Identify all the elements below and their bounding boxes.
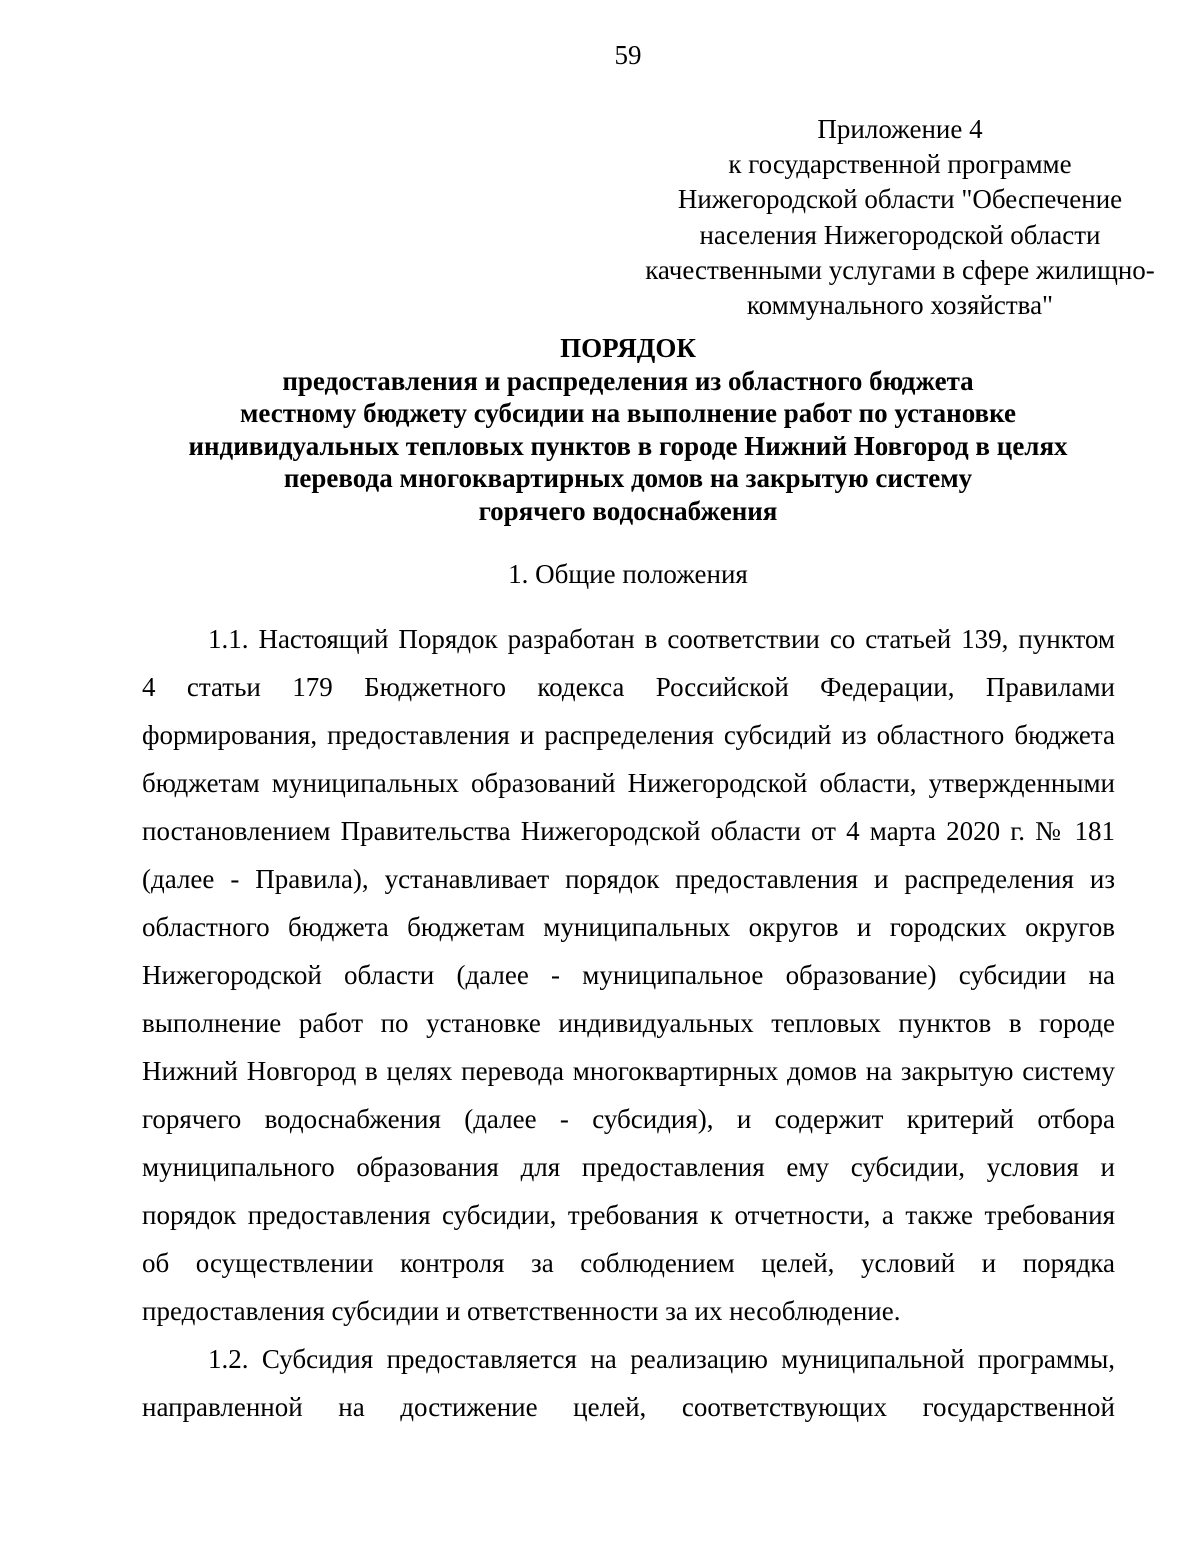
- paragraph-line: постановлением Правительства Нижегородской области от 4 марта 2020 г. № 181: [142, 816, 1115, 846]
- paragraph-line: выполнение работ по установке индивидуальных тепловых пунктов в городе: [142, 1008, 1115, 1038]
- paragraph-line: об осуществлении контроля за соблюдением целей, условий и порядка: [142, 1248, 1115, 1278]
- section-heading: 1. Общие положения: [508, 559, 748, 589]
- paragraph-line: муниципального образования для предоставления ему субсидии, условия и: [142, 1152, 1115, 1182]
- paragraph-1-2: [142, 1335, 1115, 1431]
- appendix-line: населения Нижегородской области: [699, 219, 1101, 250]
- paragraph-line: формирования, предоставления и распределения субсидий из областного бюджета: [142, 720, 1115, 750]
- document-title: [0, 332, 1200, 527]
- document-body: [142, 615, 1115, 1431]
- paragraph-line: (далее - Правила), устанавливает порядок предоставления и распределения из: [142, 864, 1115, 894]
- appendix-line: Нижегородской области "Обеспечение: [677, 184, 1123, 215]
- appendix-line: к государственной программе: [728, 149, 1072, 180]
- paragraph-line: 1.1. Настоящий Порядок разработан в соответствии со статьей 139, пунктом: [208, 624, 1115, 654]
- paragraph-line: горячего водоснабжения (далее - субсидия), и содержит критерий отбора: [142, 1104, 1115, 1134]
- title-line: местному бюджету субсидии на выполнение работ по установке: [240, 398, 1016, 428]
- paragraph-line: Нижегородской области (далее - муниципальное образование) субсидии на: [142, 960, 1115, 990]
- title-line: перевода многоквартирных домов на закрытую систему: [283, 463, 973, 493]
- title-heading: ПОРЯДОК: [560, 333, 696, 363]
- title-line: горячего водоснабжения: [478, 495, 778, 526]
- title-line: индивидуальных тепловых пунктов в городе Нижний Новгород в целях: [188, 430, 1068, 461]
- paragraph-line: 1.2. Субсидия предоставляется на реализацию муниципальной программы,: [208, 1344, 1115, 1374]
- title-line: предоставления и распределения из областного бюджета: [282, 365, 974, 396]
- page-number: 59: [614, 40, 642, 70]
- paragraph-line: 4 статьи 179 Бюджетного кодекса Российской Федерации, Правилами: [142, 672, 1115, 702]
- paragraph-line: Нижний Новгород в целях перевода многоквартирных домов на закрытую систему: [142, 1056, 1115, 1086]
- paragraph-line: бюджетам муниципальных образований Нижегородской области, утвержденными: [142, 768, 1115, 798]
- appendix-line: коммунального хозяйства": [746, 290, 1054, 321]
- paragraph-1-1: [142, 615, 1115, 1335]
- appendix-header: [540, 112, 1200, 323]
- paragraph-line: областного бюджета бюджетам муниципальных округов и городских округов: [142, 912, 1115, 942]
- appendix-line: качественными услугами в сфере жилищно-: [645, 254, 1155, 285]
- paragraph-line: порядок предоставления субсидии, требования к отчетности, а также требования: [142, 1200, 1115, 1230]
- appendix-line: Приложение 4: [817, 114, 983, 144]
- paragraph-line: предоставления субсидии и ответственности за их несоблюдение.: [142, 1296, 901, 1326]
- paragraph-line: направленной на достижение целей, соответствующих государственной: [142, 1392, 1115, 1422]
